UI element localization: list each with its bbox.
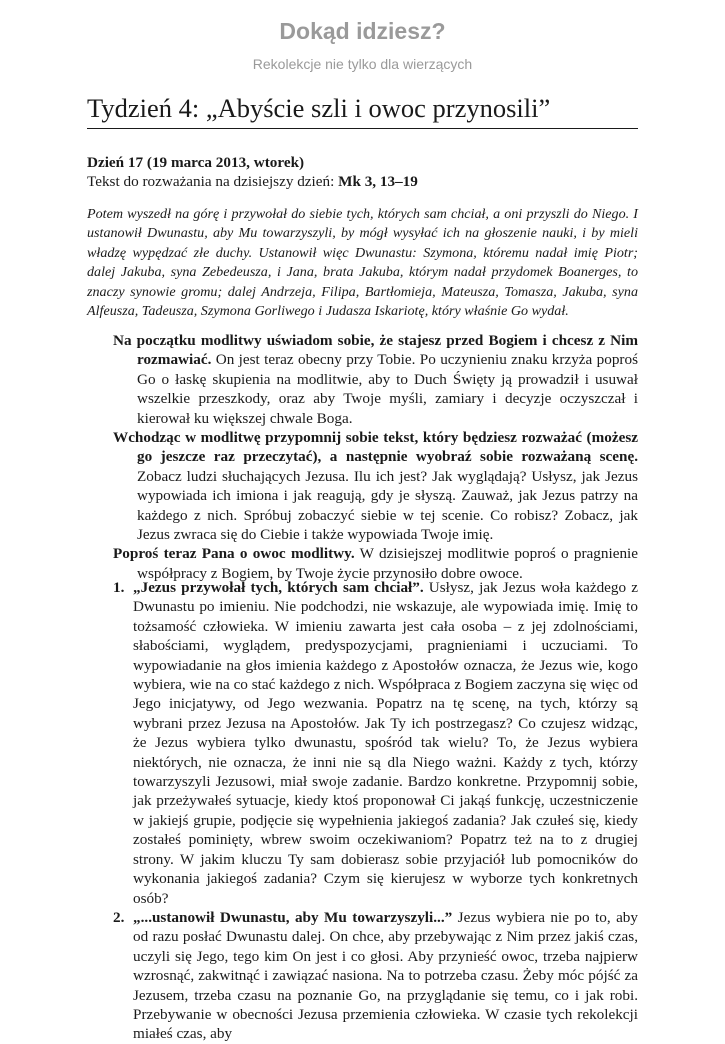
prayer-step xyxy=(113,331,638,428)
point-text: Usłysz, jak Jezus woła każdego z Dwunastu po imieniu. Nie podchodzi, nie wskazuje, ale wypowiada imię. Imię to tożsamość człowieka. W imieniu zawarta jest cała osoba – z jej zdolnościami, słabościami, wyglądem, predyspozycjami, pragnieniami i uczuciami. To wypowiadanie na głos imienia każdego z Apostołów oznacza, że Jezus wie, kogo wybiera, wie na co stać każdego z nich. Współpraca z Bogiem zaczyna się więc od Jego inicjatywy, od Jego wezwania. Popatrz na tę scenę, na tych, którzy są wybrani przez Jezusa na Apostołów. Jak Ty ich postrzegasz? Co czujesz widząc, że Jezus wybiera tylko dwunastu, spośród tak wielu? To, że Jezus wybiera niektórych, nie oznacza, że inni nie są dla Niego ważni. Każdy z tych, którzy towarzyszyli Jezusowi, miał swoje zadanie. Bardzo konkretne. Przypomnij sobie, jak przeżywałeś sytuacje, kiedy ktoś proponował Ci jakąś funkcję, uczestniczenie w jakiejś grupie, podjęcie się wypełnienia jakiegoś zadania? Jak czułeś się, kiedy zostałeś pominięty, wbrew swoim oczekiwaniom? Popatrz też na to z drugiej strony. W jakim kluczu Ty sam dobierasz sobie przyjaciół lub pomocników do wykonania jakiegoś zadania? Czym się kierujesz w wyborze tych konkretnych osób? xyxy=(133,579,639,907)
prayer-step-heading: Wchodząc w modlitwę przypomnij sobie tekst, który będziesz rozważać (możesz go jeszcze raz przeczytać), a następnie wyobraź sobie rozważaną scenę. xyxy=(113,429,638,466)
point-text: Jezus wybiera nie po to, aby od razu posłać Dwunastu dalej. On chce, aby przebywając z Nim przez jakiś czas, uczyli się Jego, tego kim On jest i co głosi. Aby przynieść owoc, trzeba najpierw wzrosnąć, zakwitnąć i zawiązać nasiona. Na to potrzeba czasu. Żeby móc pójść za Jezusem, trzeba czasu na poznanie Go, na przyglądanie się temu, co i jak robi. Przebywanie w obecności Jezusa przemienia człowieka. W czasie tych rekolekcji miałeś czas, aby xyxy=(133,908,638,1043)
point-number: 2. xyxy=(113,908,125,926)
day-info xyxy=(87,153,638,192)
scripture-passage: Potem wyszedł na górę i przywołał do siebie tych, których sam chciał, a oni przyszli do Niego. I ustanowił Dwunastu, aby Mu towarzyszyli, by mógł wysyłać ich na głoszenie nauki, i by mieli władzę wypędzać złe duchy. Ustanowił więc Dwunastu: Szymona, któremu nadał imię Piotr; dalej Jakuba, syna Zebedeusza, i Jana, brata Jakuba, którym nadał przydomek Boanerges, to znaczy synowie gromu; dalej Andrzeja, Filipa, Bartłomieja, Mateusza, Tomasza, Jakuba, syna Alfeusza, Tadeusza, Szymona Gorliwego i Judasza Iskariotę, który właśnie Go wydał. xyxy=(87,206,638,320)
prayer-step xyxy=(113,428,638,544)
point-heading: „Jezus przywołał tych, których sam chciał”. xyxy=(133,579,424,596)
prayer-step-text: On jest teraz obecny przy Tobie. Po uczynieniu znaku krzyża poproś Go o łaskę skupienia na modlitwie, aby to Duch Święty ją prowadził i usuwał wszelkie przeszkody, oraz aby Twoje myśli, zamiary i decyzje oczyszczał i kierował ku większej chwale Boga. xyxy=(137,351,638,427)
prayer-step-heading: Na początku modlitwy uświadom sobie, że stajesz przed Bogiem i chcesz z Nim rozmawiać. xyxy=(113,332,638,369)
point-number: 1. xyxy=(113,579,125,596)
day-label: Dzień 17 (19 marca 2013, wtorek) xyxy=(87,154,305,171)
day-label-line xyxy=(87,153,638,172)
point-heading: „...ustanowił Dwunastu, aby Mu towarzyszyli...” xyxy=(133,908,453,926)
reading-reference: Mk 3, 13–19 xyxy=(338,173,418,191)
prayer-step-text: Zobacz ludzi słuchających Jezusa. Ilu ich jest? Jak wyglądają? Usłysz, jak Jezus wypowiada ich imiona i jak reagują, gdy je słyszą. Zauważ, jak Jezus patrzy na każdego z nich. Spróbuj zobaczyć siebie w tej scenie. Co robisz? Zobacz, jak Jezus zwraca się do Ciebie i także wypowiada Twoje imię. xyxy=(137,467,638,544)
publication-title: Dokąd idziesz? xyxy=(279,18,446,44)
prayer-steps xyxy=(113,331,638,583)
meditation-points xyxy=(113,578,638,1044)
meditation-point xyxy=(113,908,638,1044)
publication-subtitle: Rekolekcje nie tylko dla wierzących xyxy=(252,56,473,72)
prayer-step-heading: Poproś teraz Pana o owoc modlitwy. xyxy=(113,545,355,563)
reading-reference-line xyxy=(87,172,638,191)
prayer-step-text: W dzisiejszej modlitwie poproś o pragnienie współpracy z Bogiem, by Twoje życie przynosiło dobre owoce. xyxy=(137,545,638,582)
meditation-point xyxy=(113,578,638,908)
week-heading: Tydzień 4: „Abyście szli i owoc przynosili” xyxy=(87,93,551,123)
heading-divider xyxy=(87,128,638,129)
reading-intro: Tekst do rozważania na dzisiejszy dzień: xyxy=(87,173,339,191)
